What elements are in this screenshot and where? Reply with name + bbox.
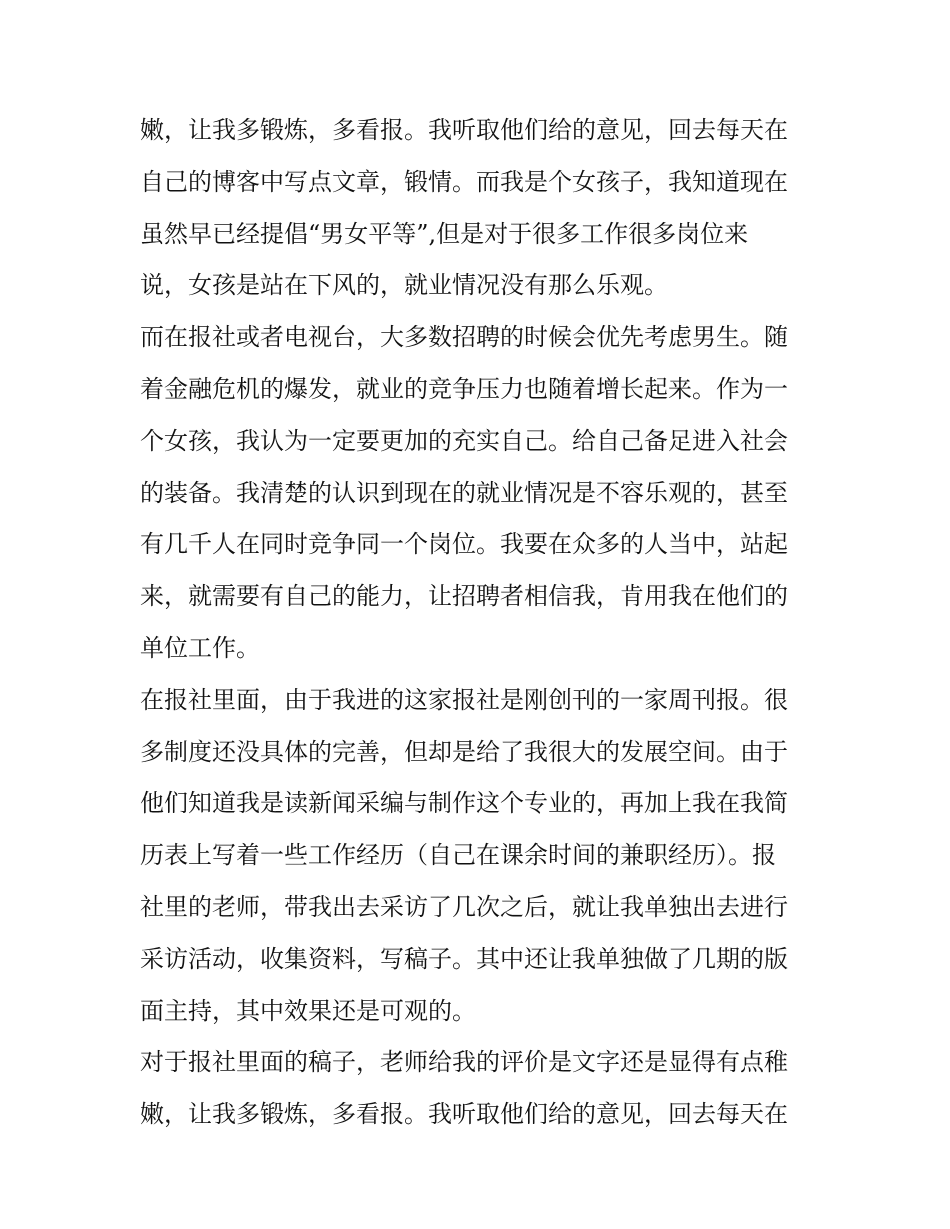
text-line: 来，就需要有自己的能力，让招聘者相信我，肯用我在他们的 [140, 582, 788, 611]
text-line: 的装备。我清楚的认识到现在的就业情况是不容乐观的，甚至 [140, 478, 788, 507]
text-line: 嫩，让我多锻炼，多看报。我听取他们给的意见，回去每天在 [140, 1100, 788, 1129]
text-line: 历表上写着一些工作经历（自己在课余时间的兼职经历）。报 [140, 841, 776, 870]
text-line: 社里的老师，带我出去采访了几次之后，就让我单独出去进行 [140, 892, 788, 921]
text-line: 面主持，其中效果还是可观的。 [140, 996, 476, 1025]
text-line: 他们知道我是读新闻采编与制作这个专业的，再加上我在我简 [140, 789, 788, 818]
text-line: 而在报社或者电视台，大多数招聘的时候会优先考虑男生。随 [140, 323, 788, 352]
text-line: 自己的博客中写点文章，锻情。而我是个女孩子，我知道现在 [140, 167, 788, 196]
text-line: 个女孩，我认为一定要更加的充实自己。给自己备足进入社会 [140, 426, 788, 455]
text-line: 单位工作。 [140, 633, 260, 662]
text-line: 虽然早已经提倡“男女平等”,但是对于很多工作很多岗位来 [140, 219, 749, 248]
text-line: 着金融危机的爆发，就业的竞争压力也随着增长起来。作为一 [140, 374, 788, 403]
text-line: 在报社里面，由于我进的这家报社是刚创刊的一家周刊报。很 [140, 685, 788, 714]
text-line: 多制度还没具体的完善，但却是给了我很大的发展空间。由于 [140, 737, 788, 766]
body-text [140, 111, 820, 1147]
text-line: 对于报社里面的稿子，老师给我的评价是文字还是显得有点稚 [140, 1048, 788, 1077]
text-line: 有几千人在同时竞争同一个岗位。我要在众多的人当中，站起 [140, 530, 788, 559]
text-line: 嫩，让我多锻炼，多看报。我听取他们给的意见，回去每天在 [140, 116, 788, 144]
text-line: 说，女孩是站在下风的，就业情况没有那么乐观。 [140, 271, 668, 300]
text-line: 采访活动，收集资料，写稿子。其中还让我单独做了几期的版 [140, 944, 788, 973]
